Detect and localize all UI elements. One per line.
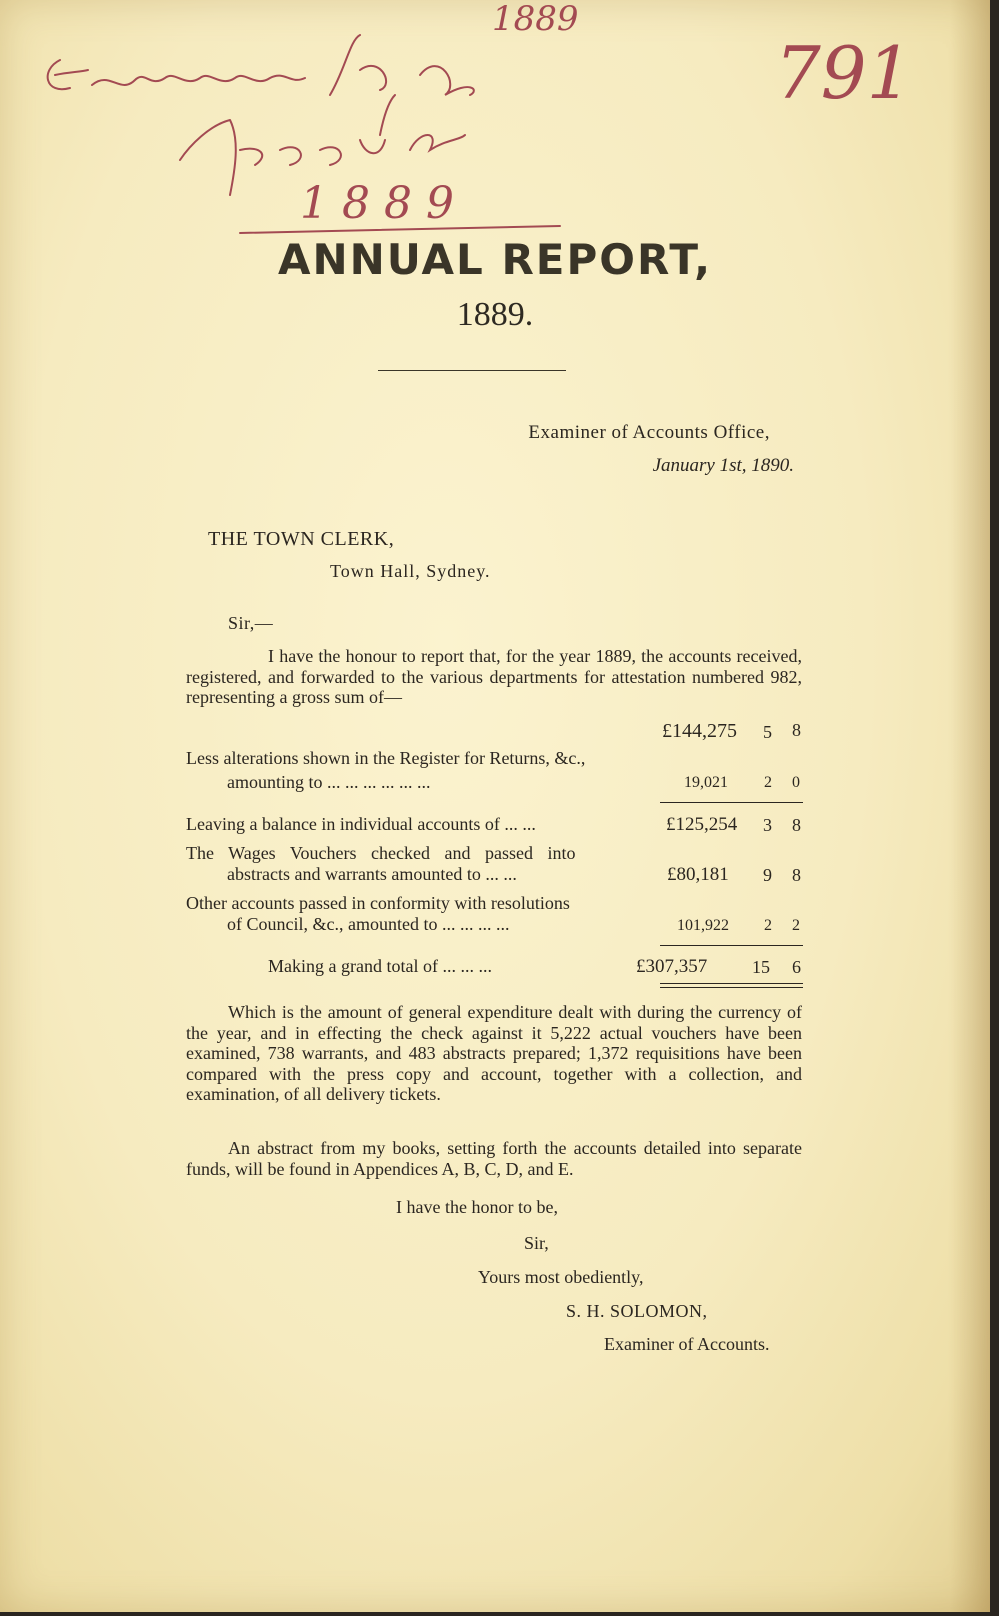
balance-shillings: 3 bbox=[763, 815, 772, 835]
signature-name: S. H. SOLOMON, bbox=[566, 1301, 708, 1321]
wages-label-line1: The Wages Vouchers checked and passed into bbox=[186, 843, 576, 863]
recipient-address: Town Hall, Sydney. bbox=[330, 561, 491, 581]
balance-pounds: £125,254 bbox=[666, 814, 738, 835]
closing-line-1: I have the honor to be, bbox=[396, 1197, 558, 1217]
less-label-line2: amounting to ... ... ... ... ... ... bbox=[227, 772, 431, 792]
closing-line-2: Sir, bbox=[524, 1233, 549, 1253]
report-title: ANNUAL REPORT, bbox=[277, 235, 713, 284]
less-pounds: 19,021 bbox=[684, 774, 728, 791]
other-pence: 2 bbox=[792, 917, 800, 934]
signature-position: Examiner of Accounts. bbox=[604, 1334, 770, 1354]
other-label-line2: of Council, &c., amounted to ... ... ... ... bbox=[227, 914, 510, 934]
other-label-line1: Other accounts passed in conformity with resolutions bbox=[186, 893, 570, 913]
less-pence: 0 bbox=[792, 774, 800, 791]
handwritten-annotation bbox=[0, 0, 990, 260]
title-divider bbox=[378, 370, 566, 371]
gross-pence: 8 bbox=[792, 720, 801, 740]
letter-date: January 1st, 1890. bbox=[652, 455, 794, 476]
other-shillings: 2 bbox=[764, 917, 772, 934]
report-year: 1889. bbox=[456, 296, 534, 333]
total-shillings: 15 bbox=[752, 957, 770, 977]
gross-shillings: 5 bbox=[763, 722, 772, 742]
total-label: Making a grand total of ... ... ... bbox=[268, 956, 492, 976]
subtotal-rule-1 bbox=[660, 802, 803, 803]
office-heading: Examiner of Accounts Office, bbox=[528, 422, 770, 443]
handwritten-year-1889: 1 8 8 9 bbox=[300, 178, 454, 229]
balance-label: Leaving a balance in individual accounts of ... ... bbox=[186, 814, 536, 834]
expenditure-paragraph: Which is the amount of general expenditure dealt with during the currency of the year, and in effecting the check against it 5,222 actual vouchers have been examined, 738 warrants, and 483 abstracts prepared; 1,372 requisitions have been compared with the press copy and account, together with a collection, and examination, of all delivery tickets. bbox=[186, 1002, 802, 1104]
handwritten-top-year: 1889 bbox=[492, 0, 579, 39]
wages-pounds: £80,181 bbox=[667, 864, 729, 885]
other-pounds: 101,922 bbox=[677, 917, 729, 934]
closing-line-3: Yours most obediently, bbox=[478, 1267, 644, 1287]
intro-paragraph: I have the honour to report that, for the year 1889, the accounts received, registered, and forwarded to the various departments for attestation numbered 982, representing a gross sum of— bbox=[186, 646, 802, 707]
gross-pounds: £144,275 bbox=[662, 720, 737, 742]
handwritten-page-number: 791 bbox=[775, 31, 913, 115]
balance-pence: 8 bbox=[792, 815, 801, 835]
less-shillings: 2 bbox=[764, 774, 772, 791]
abstract-paragraph: An abstract from my books, setting forth the accounts detailed into separate funds, will be found in Appendices A, B, C, D, and E. bbox=[186, 1138, 802, 1179]
salutation: Sir,— bbox=[228, 613, 274, 633]
total-pence: 6 bbox=[792, 957, 801, 977]
wages-shillings: 9 bbox=[763, 865, 772, 885]
wages-pence: 8 bbox=[792, 865, 801, 885]
subtotal-rule-2 bbox=[660, 945, 803, 946]
less-label-line1: Less alterations shown in the Register for Returns, &c., bbox=[186, 748, 586, 768]
grand-total-double-rule bbox=[660, 983, 803, 988]
recipient-title: THE TOWN CLERK, bbox=[208, 528, 395, 550]
total-pounds: £307,357 bbox=[636, 956, 708, 977]
wages-label-line2: abstracts and warrants amounted to ... ... bbox=[227, 864, 517, 884]
